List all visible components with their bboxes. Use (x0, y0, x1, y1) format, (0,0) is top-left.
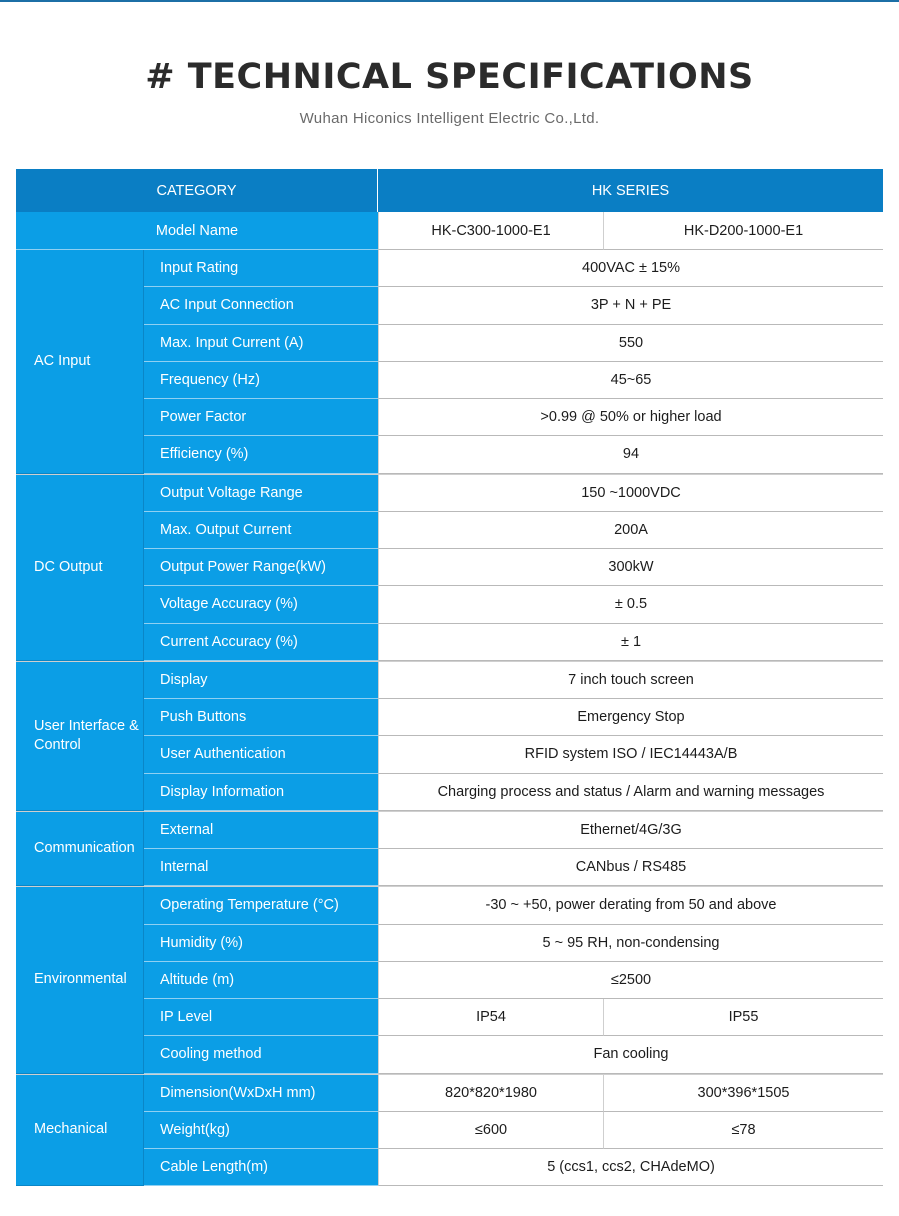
param-label: Max. Output Current (144, 512, 378, 549)
param-label: Voltage Accuracy (%) (144, 586, 378, 623)
spec-row (144, 549, 883, 586)
spec-row (144, 849, 883, 886)
model-value: HK-C300-1000-E1 (378, 212, 603, 250)
param-value: 300kW (378, 549, 883, 586)
param-label: Input Rating (144, 250, 378, 287)
spec-row (144, 586, 883, 623)
param-value: ≤600 (378, 1112, 603, 1149)
spec-row (144, 887, 883, 924)
table-header-row (16, 169, 883, 212)
spec-row (144, 512, 883, 549)
param-value: 150 ~1000VDC (378, 475, 883, 512)
spec-row (144, 736, 883, 773)
spec-row (144, 962, 883, 999)
param-label: User Authentication (144, 736, 378, 773)
spec-table (16, 169, 883, 1186)
category-group (16, 812, 883, 888)
header-series: HK SERIES (378, 169, 883, 212)
spec-row (144, 925, 883, 962)
top-divider-line (0, 0, 899, 2)
spec-row (144, 436, 883, 473)
param-value: 550 (378, 325, 883, 362)
category-label: Mechanical (16, 1075, 144, 1187)
param-label: Display (144, 662, 378, 699)
param-label: Operating Temperature (°C) (144, 887, 378, 924)
spec-row (144, 812, 883, 849)
param-label: Cooling method (144, 1036, 378, 1073)
spec-row (144, 624, 883, 661)
page-title: # TECHNICAL SPECIFICATIONS (145, 57, 754, 97)
param-label: Current Accuracy (%) (144, 624, 378, 661)
param-value: IP54 (378, 999, 603, 1036)
company-subtitle: Wuhan Hiconics Intelligent Electric Co.,Ltd. (299, 110, 600, 127)
model-name-row (16, 212, 883, 250)
param-label: Push Buttons (144, 699, 378, 736)
param-value: ± 0.5 (378, 586, 883, 623)
category-label: Environmental (16, 887, 144, 1073)
category-label: Communication (16, 812, 144, 887)
header-category: CATEGORY (16, 169, 378, 212)
spec-row (144, 662, 883, 699)
model-value: HK-D200-1000-E1 (603, 212, 883, 250)
param-value: ≤2500 (378, 962, 883, 999)
spec-row (144, 1075, 883, 1112)
spec-row (144, 1149, 883, 1186)
spec-row (144, 999, 883, 1036)
spec-groups (16, 250, 883, 1186)
param-value: 45~65 (378, 362, 883, 399)
param-label: AC Input Connection (144, 287, 378, 324)
param-value: IP55 (603, 999, 883, 1036)
param-value: CANbus / RS485 (378, 849, 883, 886)
category-label: AC Input (16, 250, 144, 474)
param-value: 200A (378, 512, 883, 549)
param-value: ≤78 (603, 1112, 883, 1149)
category-label: User Interface & Control (16, 662, 144, 811)
category-label: DC Output (16, 475, 144, 661)
param-value: ± 1 (378, 624, 883, 661)
spec-row (144, 250, 883, 287)
param-label: Internal (144, 849, 378, 886)
param-label: Power Factor (144, 399, 378, 436)
param-value: Charging process and status / Alarm and warning messages (378, 774, 883, 811)
spec-row (144, 325, 883, 362)
spec-row (144, 287, 883, 324)
spec-row (144, 699, 883, 736)
param-value: Emergency Stop (378, 699, 883, 736)
category-group (16, 1075, 883, 1187)
category-group (16, 475, 883, 662)
spec-row (144, 1112, 883, 1149)
param-value: 5 (ccs1, ccs2, CHAdeMO) (378, 1149, 883, 1186)
param-value: 820*820*1980 (378, 1075, 603, 1112)
param-label: Display Information (144, 774, 378, 811)
param-value: -30 ~ +50, power derating from 50 and above (378, 887, 883, 924)
param-label: Output Voltage Range (144, 475, 378, 512)
category-group (16, 250, 883, 475)
param-value: 94 (378, 436, 883, 473)
spec-row (144, 399, 883, 436)
param-label: Frequency (Hz) (144, 362, 378, 399)
category-group (16, 887, 883, 1074)
param-label: IP Level (144, 999, 378, 1036)
param-label: Dimension(WxDxH mm) (144, 1075, 378, 1112)
param-value: Ethernet/4G/3G (378, 812, 883, 849)
spec-row (144, 475, 883, 512)
param-value: RFID system ISO / IEC14443A/B (378, 736, 883, 773)
spec-row (144, 774, 883, 811)
param-label: External (144, 812, 378, 849)
param-label: Cable Length(m) (144, 1149, 378, 1186)
param-value: >0.99 @ 50% or higher load (378, 399, 883, 436)
param-label: Weight(kg) (144, 1112, 378, 1149)
model-name-label: Model Name (16, 212, 378, 250)
spec-row (144, 362, 883, 399)
category-group (16, 662, 883, 812)
param-value: 300*396*1505 (603, 1075, 883, 1112)
param-value: 5 ~ 95 RH, non-condensing (378, 925, 883, 962)
param-label: Output Power Range(kW) (144, 549, 378, 586)
param-label: Efficiency (%) (144, 436, 378, 473)
param-value: 7 inch touch screen (378, 662, 883, 699)
param-value: 400VAC ± 15% (378, 250, 883, 287)
param-value: Fan cooling (378, 1036, 883, 1073)
param-label: Altitude (m) (144, 962, 378, 999)
param-label: Humidity (%) (144, 925, 378, 962)
spec-row (144, 1036, 883, 1073)
param-value: 3P + N + PE (378, 287, 883, 324)
param-label: Max. Input Current (A) (144, 325, 378, 362)
